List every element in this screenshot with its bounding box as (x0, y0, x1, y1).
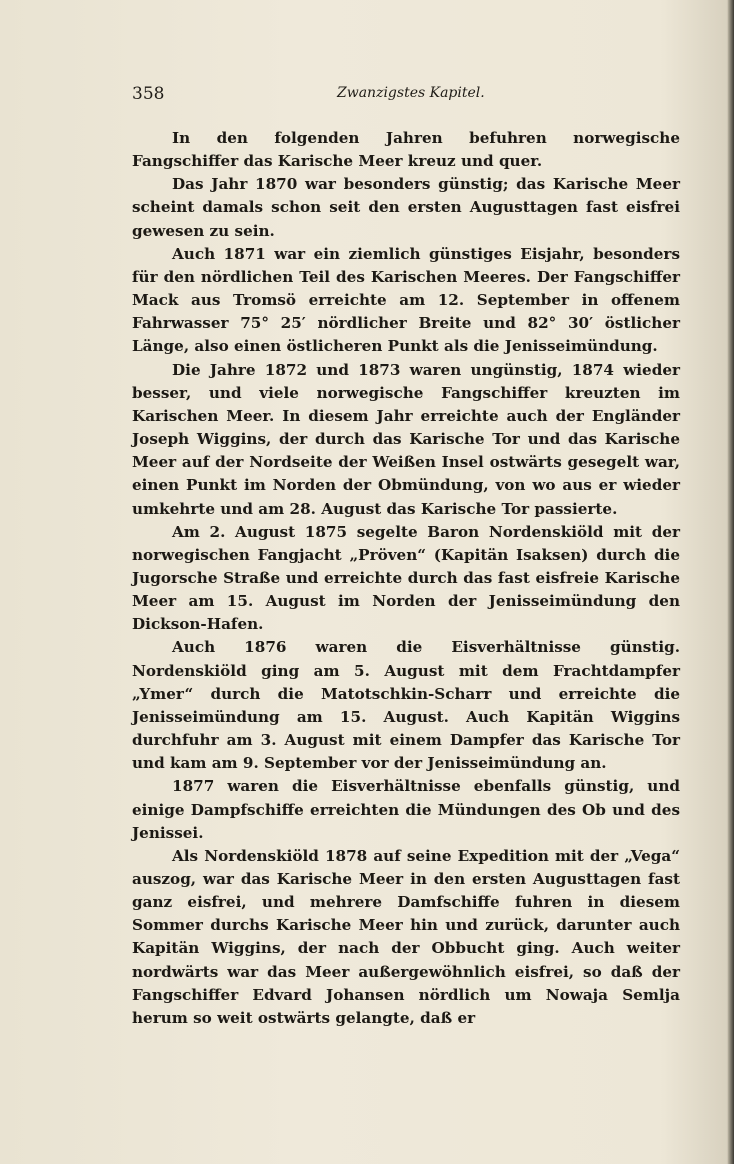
paragraph: Auch 1871 war ein ziemlich günstiges Eisjahr, besonders für den nördlichen Teil des Karischen Meeres. Der Fangschiffer Mack aus Tromsö erreichte am 12. September in offenem Fahrwasser 75° 25′ nördlicher Breite und 82° 30′ östlicher Länge, also einen östlicheren Punkt als die Jenisseimündung. (132, 244, 680, 356)
paragraph: Als Nordenskiöld 1878 auf seine Expedition mit der „Vega“ auszog, war das Karische Meer in den ersten Augusttagen fast ganz eisfrei, und mehrere Damfschiffe fuhren in diesem Sommer durchs Karische Meer hin und zurück, darunter auch Kapitän Wiggins, der nach der Obbucht ging. Auch weiter nordwärts war das Meer außergewöhnlich eisfrei, so daß der Fangschiffer Edvard Johansen nördlich um Nowaja Semlja herum so weit ostwärts gelangte, daß er (132, 846, 680, 1027)
paragraph: Am 2. August 1875 segelte Baron Nordenskiöld mit der norwegischen Fangjacht „Pröven“ (Kapitän Isaksen) durch die Jugorsche Straße und erreichte durch das fast eisfreie Karische Meer am 15. August im Norden der Jenisseimündung den Dickson-Hafen. (132, 522, 680, 634)
paragraph: Auch 1876 waren die Eisverhältnisse günstig. Nordenskiöld ging am 5. August mit dem Frachtdampfer „Ymer“ durch die Matotschkin-Scharr und erreichte die Jenisseimündung am 15. August. Auch Kapitän Wiggins durchfuhr am 3. August mit einem Dampfer das Karische Tor und kam am 9. September vor der Jenisseimündung an. (132, 638, 680, 773)
paragraph: Das Jahr 1870 war besonders günstig; das Karische Meer scheint damals schon seit den ersten Augusttagen fast eisfrei gewesen zu sein. (132, 175, 680, 240)
paragraph: Die Jahre 1872 und 1873 waren ungünstig, 1874 wieder besser, und viele norwegische Fangschiffer kreuzten im Karischen Meer. In diesem Jahr erreichte auch der Engländer Joseph Wiggins, der durch das Karische Tor und das Karische Meer auf der Nordseite der Weißen Insel ostwärts gesegelt war, einen Punkt im Norden der Obmündung, von wo aus er wieder umkehrte und am 28. August das Karische Tor passierte. (132, 360, 680, 518)
paragraph: In den folgenden Jahren befuhren norwegische Fangschiffer das Karische Meer kreuz und quer. (132, 129, 680, 171)
paragraph: 1877 waren die Eisverhältnisse ebenfalls günstig, und einige Dampfschiffe erreichten die Mündungen des Ob und des Jenissei. (132, 777, 680, 842)
page-edge (728, 0, 734, 1164)
running-head: Zwanzigstes Kapitel. (337, 85, 485, 101)
page-number: 358 (132, 84, 165, 104)
page-header (132, 84, 680, 108)
body-text (132, 127, 680, 1030)
